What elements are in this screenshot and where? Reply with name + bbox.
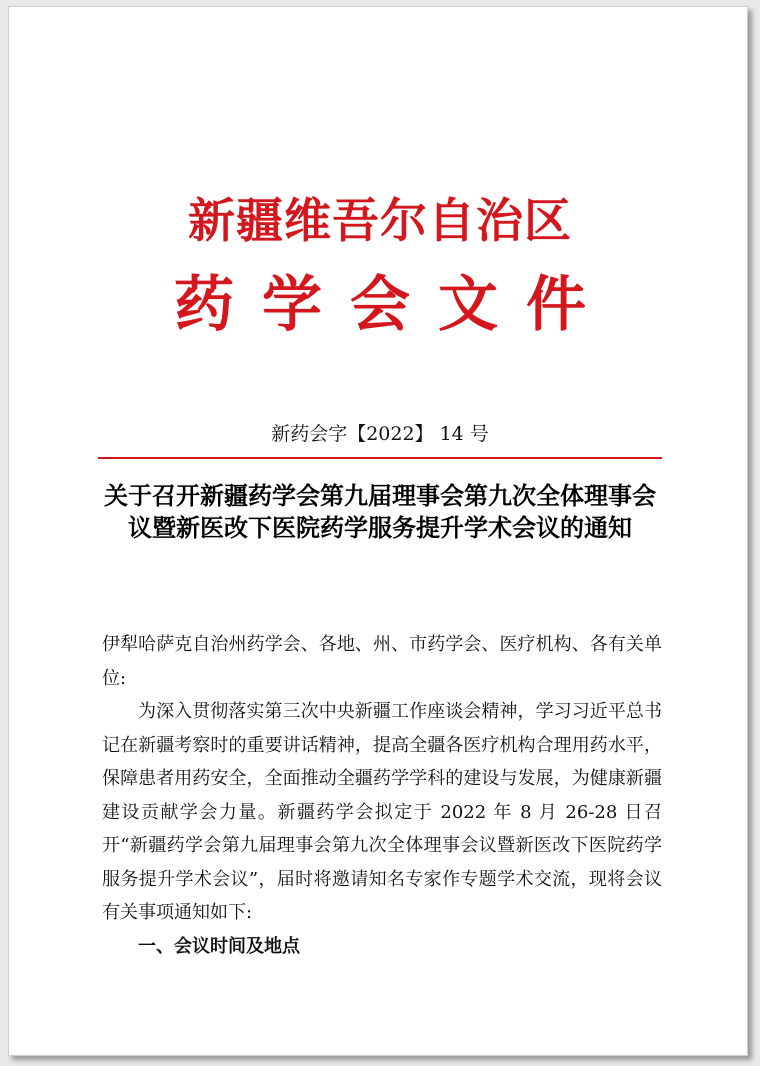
section-heading: 一、会议时间及地点 [138, 935, 300, 957]
document-number: 新药会字【2022】 14 号 [271, 423, 489, 445]
addressee: 伊犁哈萨克自治州药学会、各地、州、市药学会、医疗机构、各有关单位: [102, 634, 662, 689]
intro-paragraph: 为深入贯彻落实第三次中央新疆工作座谈会精神，学习习近平总书记在新疆考察时的重要讲话精神，提高全疆各医疗机构合理用药水平，保障患者用药安全，全面推动全疆药学学科的建设与发展，为健康新疆建设贡献学会力量。新疆药学会拟定于 2022 年 8 月 26-28 日召开“新疆药学会第九届理事会第九次全体理事会议暨新医改下医院药学服务提升学术会议”，届时将邀请知名专家作专题学术交流，现将会议有关事项通知如下: [102, 701, 662, 923]
notice-body [102, 628, 662, 963]
notice-title: 关于召开新疆药学会第九届理事会第九次全体理事会议暨新医改下医院药学服务提升学术会议的通知 [104, 481, 656, 542]
red-divider-line [98, 457, 662, 459]
document-type-heading: 药学会文件 [174, 270, 614, 340]
issuing-organization: 新疆维吾尔自治区 [188, 194, 572, 249]
